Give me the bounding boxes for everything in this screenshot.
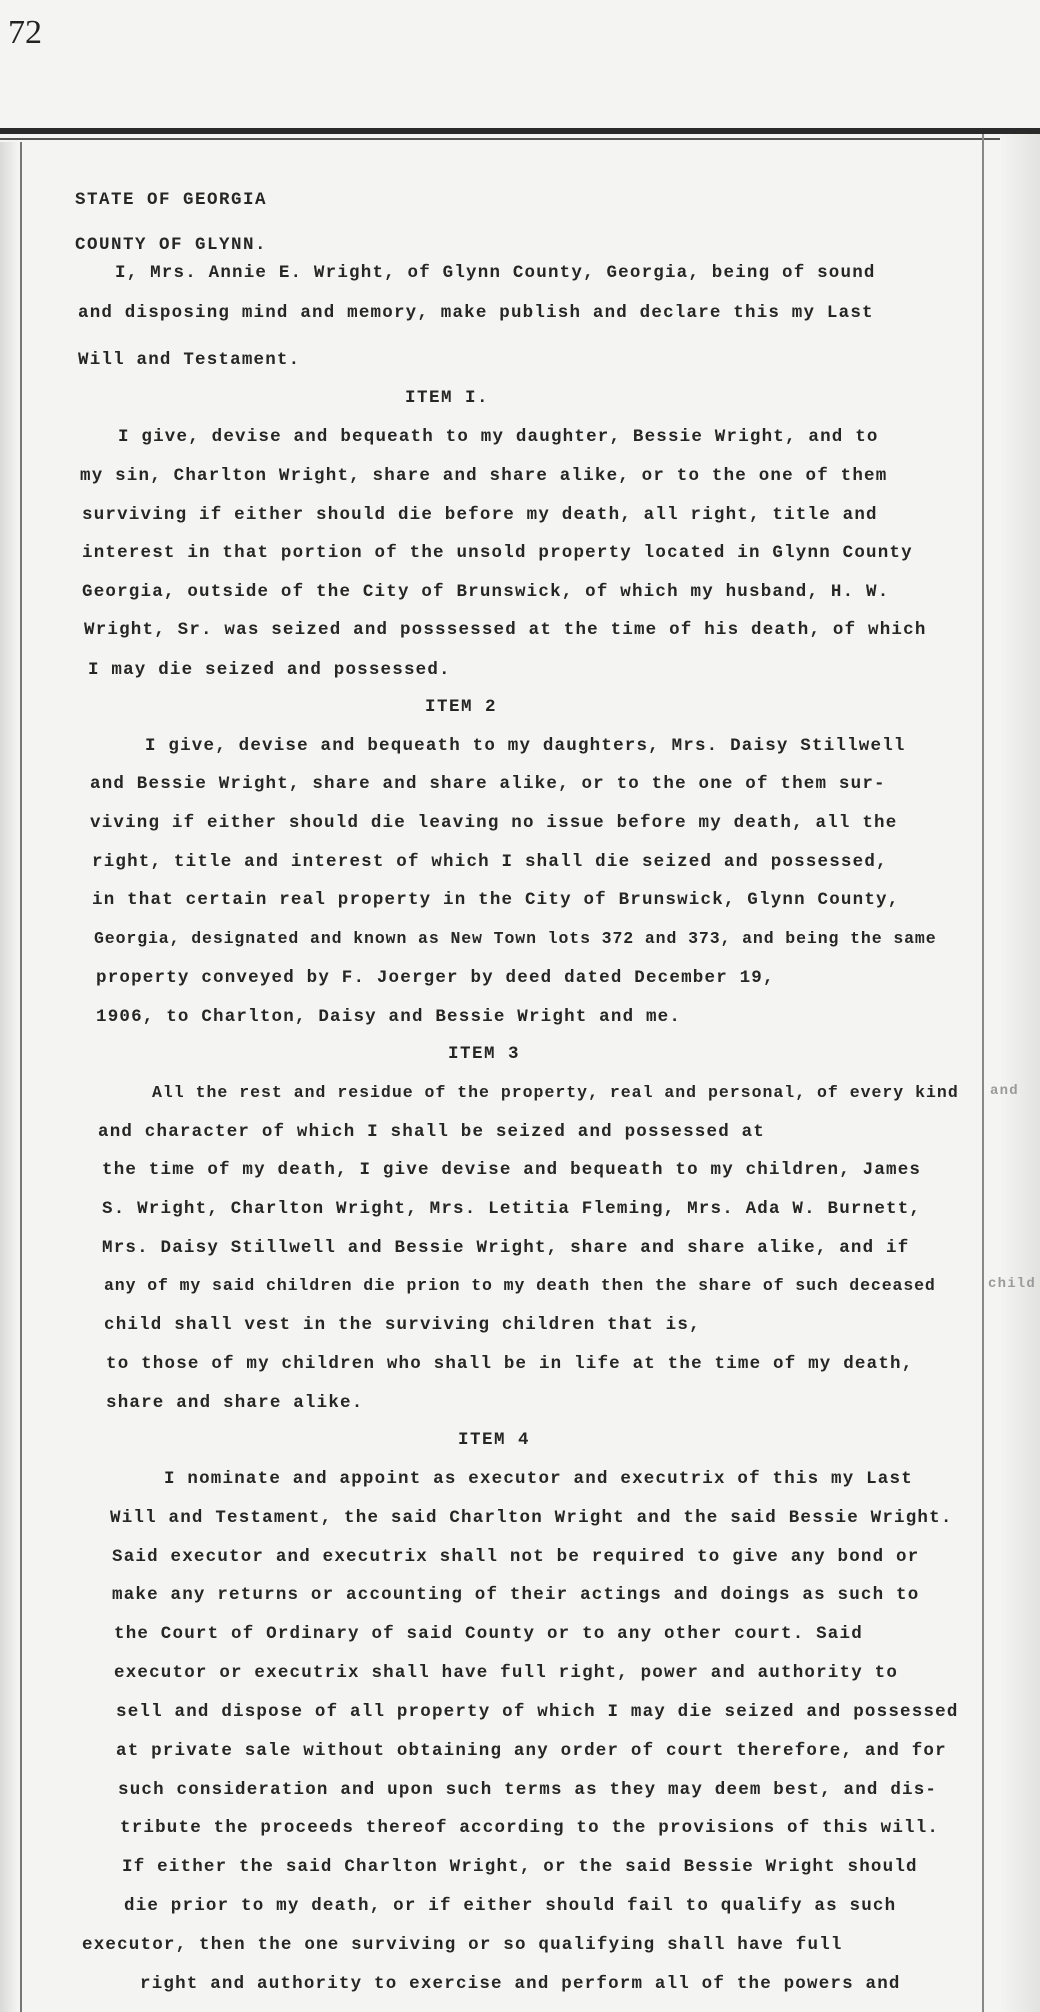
item-line: and character of which I shall be seized and possessed at [98, 1122, 765, 1142]
preamble-line: I, Mrs. Annie E. Wright, of Glynn County, Georgia, being of sound [115, 263, 876, 283]
item-heading: ITEM 3 [448, 1044, 521, 1064]
item-line: sell and dispose of all property of which I may die seized and possessed [116, 1702, 959, 1722]
left-margin-line [20, 142, 22, 2012]
item-line: Wright, Sr. was seized and posssessed at the time of his death, of which [84, 620, 927, 640]
item-line: share and share alike. [106, 1393, 364, 1413]
item-line: to those of my children who shall be in life at the time of my death, [106, 1354, 914, 1374]
item-line: executor, then the one surviving or so qualifying shall have full [82, 1935, 843, 1955]
item-line: I nominate and appoint as executor and executrix of this my Last [164, 1469, 913, 1489]
preamble-line: Will and Testament. [78, 350, 301, 370]
item-line: interest in that portion of the unsold property located in Glynn County [82, 543, 913, 563]
item-line: the time of my death, I give devise and bequeath to my children, James [102, 1160, 922, 1180]
item-line: make any returns or accounting of their actings and doings as such to [112, 1585, 920, 1605]
overflow-text: child [988, 1276, 1037, 1292]
item-line: Said executor and executrix shall not be required to give any bond or [112, 1547, 920, 1567]
left-margin-shadow [0, 142, 18, 2012]
overflow-text: and [990, 1083, 1019, 1099]
item-line: child shall vest in the surviving children that is, [104, 1315, 701, 1335]
item-line: my sin, Charlton Wright, share and share alike, or to the one of them [80, 466, 888, 486]
right-margin-shadow [1000, 134, 1040, 2012]
item-heading: ITEM 2 [425, 697, 498, 717]
page-number: 72 [8, 14, 42, 51]
state-heading: STATE OF GEORGIA [75, 190, 268, 210]
item-line: Mrs. Daisy Stillwell and Bessie Wright, share and share alike, and if [102, 1238, 910, 1258]
item-line: right and authority to exercise and perform all of the powers and [140, 1974, 901, 1994]
item-heading: ITEM I. [405, 388, 490, 408]
item-line: I may die seized and possessed. [88, 660, 451, 680]
item-line: If either the said Charlton Wright, or the said Bessie Wright should [122, 1857, 918, 1877]
top-rule [0, 128, 1040, 134]
item-line: surviving if either should die before my death, all right, title and [82, 505, 878, 525]
item-line: die prior to my death, or if either should fail to qualify as such [124, 1896, 897, 1916]
item-line: such consideration and upon such terms as they may deem best, and dis- [118, 1780, 938, 1800]
item-line: S. Wright, Charlton Wright, Mrs. Letitia Fleming, Mrs. Ada W. Burnett, [102, 1199, 922, 1219]
item-line: and Bessie Wright, share and share alike, or to the one of them sur- [90, 774, 886, 794]
item-line: Georgia, outside of the City of Brunswick, of which my husband, H. W. [82, 582, 890, 602]
right-margin-line [982, 134, 984, 2012]
item-line: any of my said children die prion to my death then the share of such deceased [104, 1276, 936, 1295]
county-heading: COUNTY OF GLYNN. [75, 235, 268, 255]
item-line: 1906, to Charlton, Daisy and Bessie Wright and me. [96, 1007, 682, 1027]
item-line: Will and Testament, the said Charlton Wright and the said Bessie Wright. [110, 1508, 953, 1528]
preamble-line: and disposing mind and memory, make publish and declare this my Last [78, 303, 874, 323]
item-line: viving if either should die leaving no issue before my death, all the [90, 813, 898, 833]
item-line: All the rest and residue of the property, real and personal, of every kind [152, 1083, 959, 1102]
item-line: I give, devise and bequeath to my daughter, Bessie Wright, and to [118, 427, 879, 447]
item-line: the Court of Ordinary of said County or to any other court. Said [114, 1624, 863, 1644]
top-rule-thin [0, 138, 1040, 140]
item-heading: ITEM 4 [458, 1430, 531, 1450]
item-line: in that certain real property in the City of Brunswick, Glynn County, [92, 890, 900, 910]
item-line: property conveyed by F. Joerger by deed dated December 19, [96, 968, 775, 988]
item-line: at private sale without obtaining any order of court therefore, and for [116, 1741, 947, 1761]
item-line: executor or executrix shall have full right, power and authority to [114, 1663, 899, 1683]
item-line: right, title and interest of which I shall die seized and possessed, [92, 852, 888, 872]
item-line: Georgia, designated and known as New Town lots 372 and 373, and being the same [94, 929, 937, 948]
item-line: tribute the proceeds thereof according to the provisions of this will. [120, 1818, 940, 1838]
item-line: I give, devise and bequeath to my daughters, Mrs. Daisy Stillwell [145, 736, 906, 756]
